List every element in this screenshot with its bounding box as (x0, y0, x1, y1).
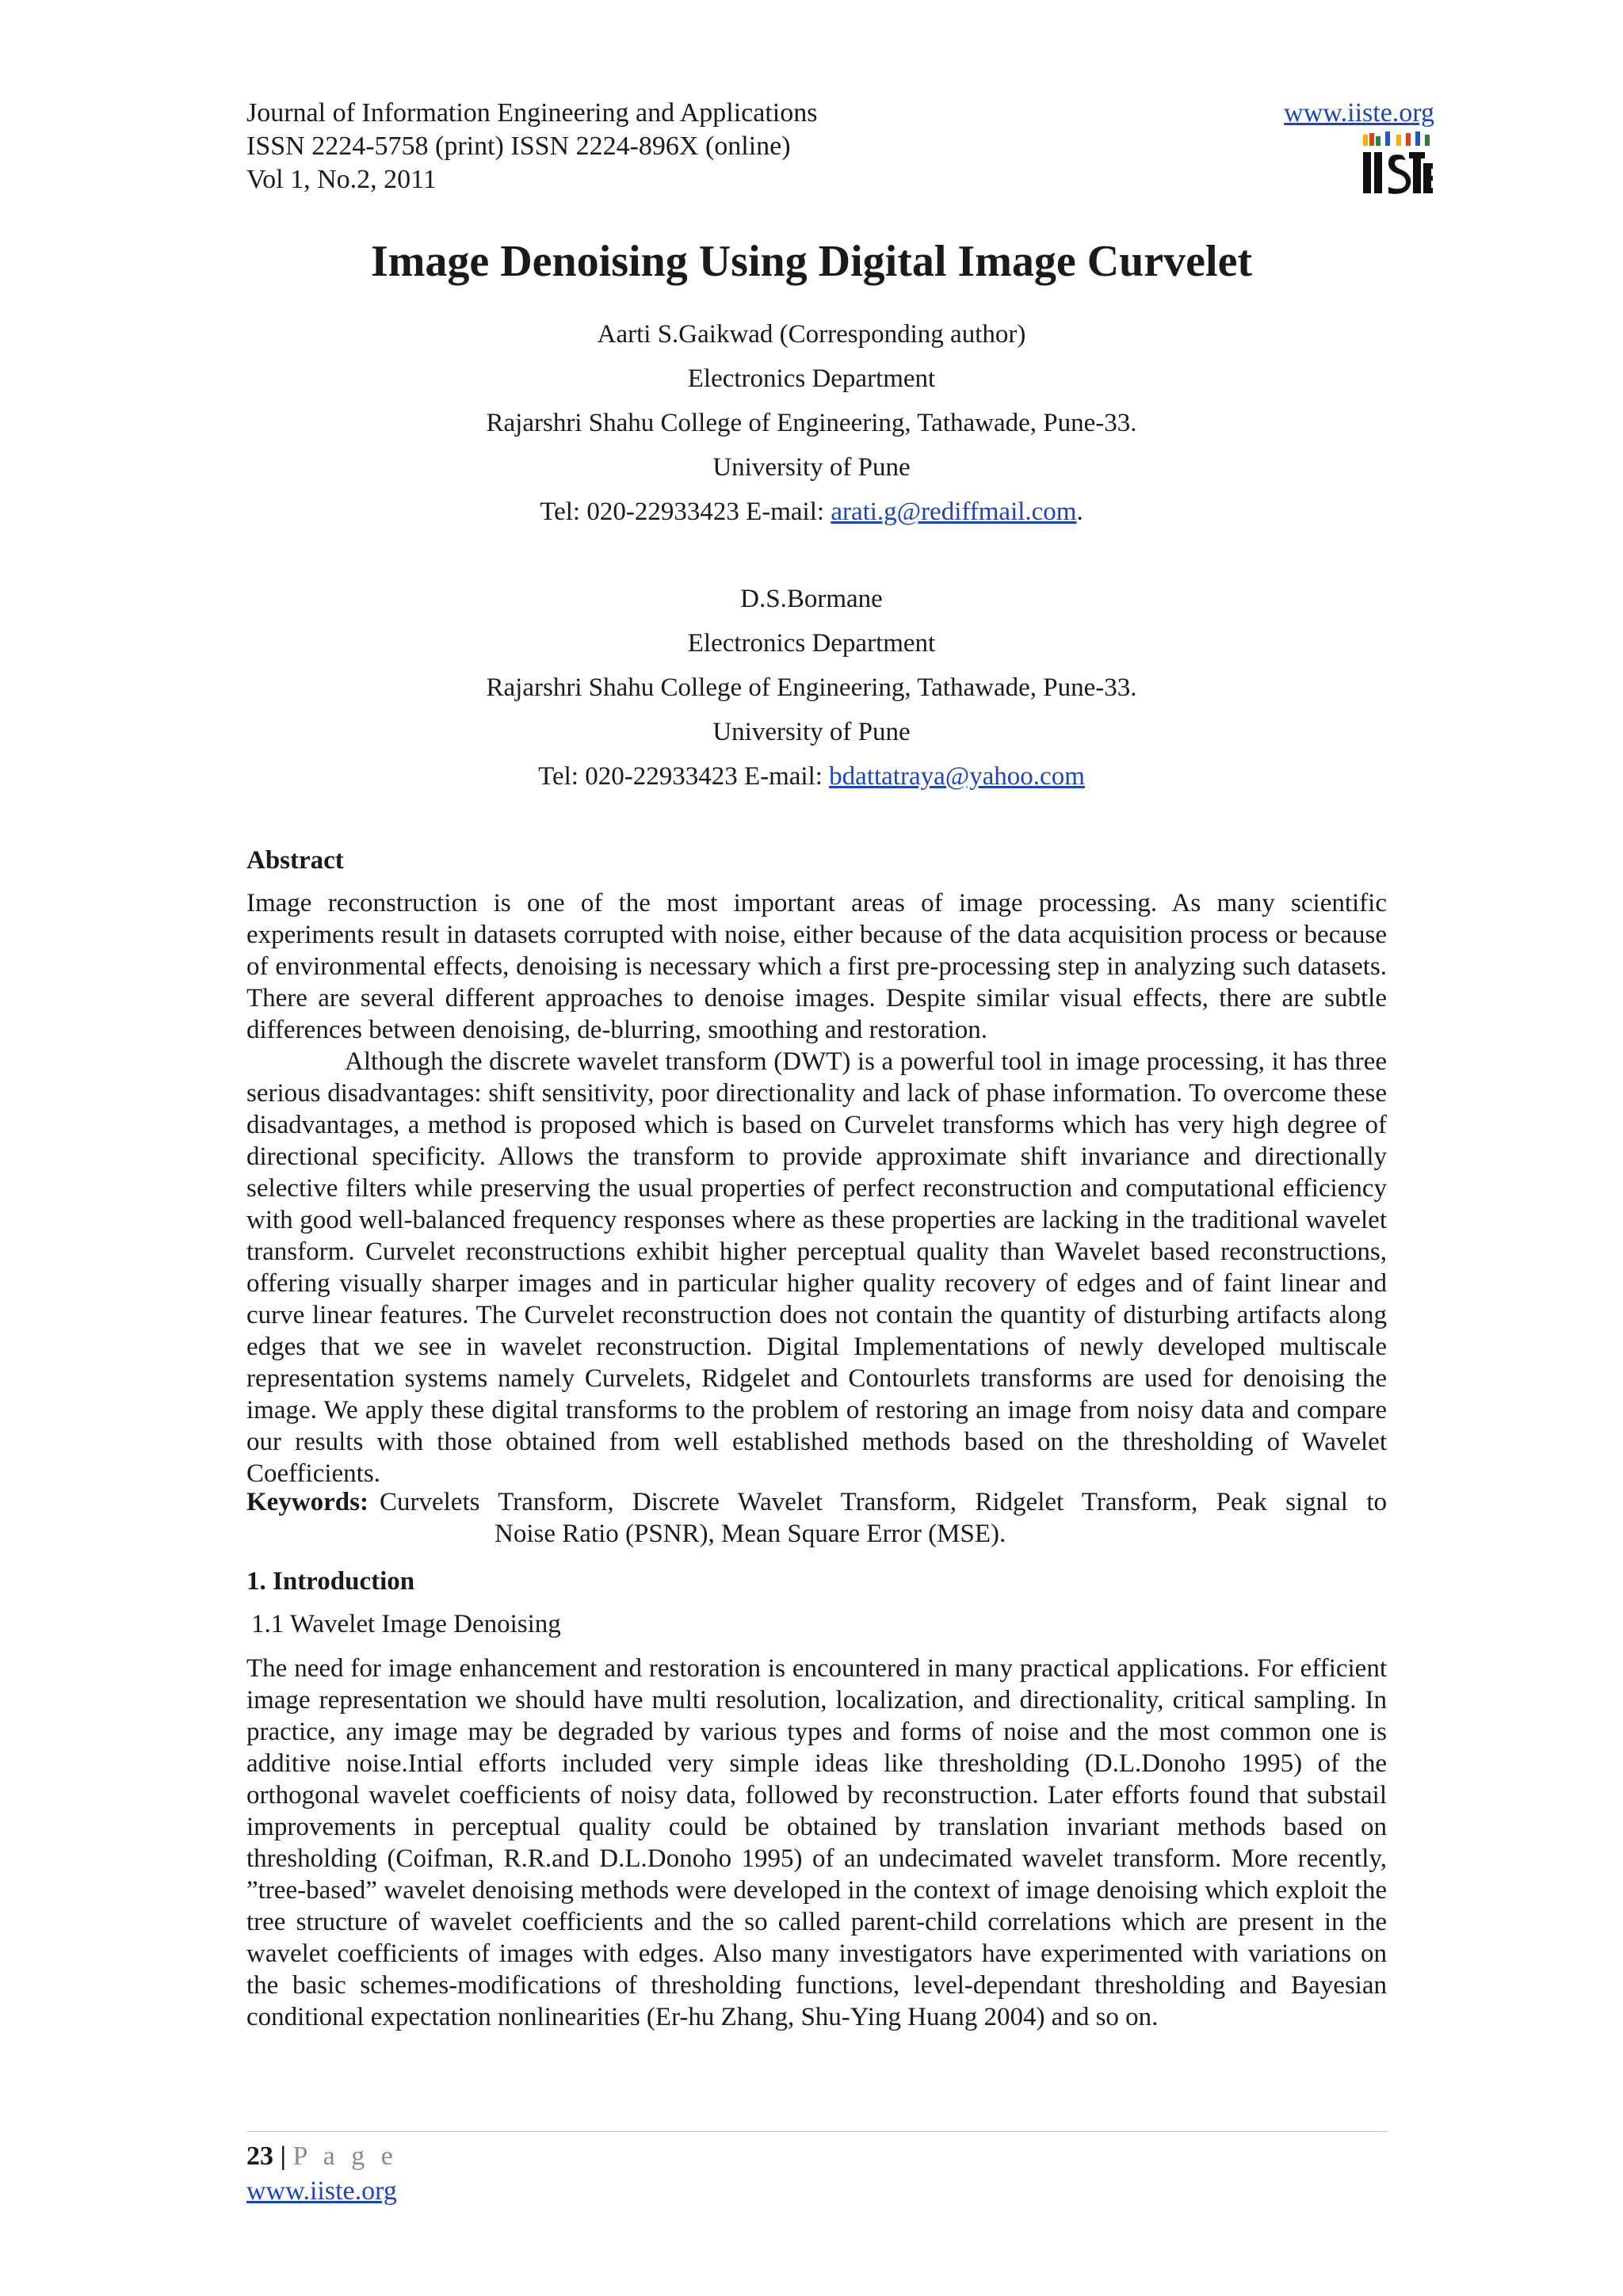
paper-title: Image Denoising Using Digital Image Curvelet (370, 237, 1253, 286)
author-college: Rajarshri Shahu College of Engineering, Tathawade, Pune-33. (486, 673, 1137, 702)
introduction-paragraph: The need for image enhancement and restoration is encountered in many practical applications. For efficient image representation we should have multi resolution, localization, and directionality, critical sampling. In practice, any image may be degraded by various types and forms of noise and the most common one is additive noise.Intial efforts included very simple ideas like thresholding (D.L.Donoho 1995) of the orthogonal wavelet coefficients of noisy data, followed by reconstruction. Later efforts found that substail improvements in perceptual quality could be obtained by translation invariant methods based on thresholding (Coifman, R.R.and D.L.Donoho 1995) of an undecimated wavelet transform. More recently, ”tree-based” wavelet denoising methods were developed in the context of image denoising which exploit the tree structure of wavelet coefficients and the so called parent-child correlations which are present in the wavelet coefficients of images with edges. Also many investigators have experimented with variations on the basic schemes-modifications of thresholding functions, level-dependant thresholding and Bayesian conditional expectation nonlinearities (Er-hu Zhang, Shu-Ying Huang 2004) and so on. (246, 1654, 1387, 2031)
abstract-paragraph-2: Although the discrete wavelet transform (DWT) is a powerful tool in image processing, it has three serious disadvantages: shift sensitivity, poor directionality and lack of phase information. To overcome these disadvantages, a method is proposed which is based on Curvelet transforms which has very high degree of directional specificity. Allows the transform to provide approximate shift invariance and directionally selective filters while preserving the usual properties of perfect reconstruction and computational efficiency with good well-balanced frequency responses where as these properties are lacking in the traditional wavelet transform. Curvelet reconstructions exhibit higher perceptual quality than Wavelet based reconstructions, offering visually sharper images and in particular higher quality recovery of edges and of faint linear and curve linear features. The Curvelet reconstruction does not contain the quantity of disturbing artifacts along edges that we see in wavelet reconstruction. Digital Implementations of newly developed multiscale representation systems namely Curvelets, Ridgelet and Contourlets transforms are used for denoising the image. We apply these digital transforms to the problem of restoring an image from noisy data and compare our results with those obtained from well established methods based on the thresholding of Wavelet Coefficients. (246, 1047, 1387, 1488)
author-block-2 (0, 577, 1623, 799)
author-university: University of Pune (712, 453, 911, 482)
volume-line: Vol 1, No.2, 2011 (246, 165, 437, 194)
page-number-line: 23 | P a g e (246, 2142, 398, 2171)
section-heading: 1. Introduction (246, 1567, 415, 1596)
author-dept: Electronics Department (687, 364, 936, 393)
journal-url-link[interactable]: www.iiste.org (1284, 98, 1434, 128)
author-name: D.S.Bormane (740, 585, 883, 613)
keywords-label: Keywords: (246, 1488, 369, 1516)
issn-line: ISSN 2224-5758 (print) ISSN 2224-896X (online) (246, 132, 791, 161)
running-header (246, 97, 817, 196)
footer-url-link[interactable]: www.iiste.org (246, 2176, 397, 2206)
author-dept: Electronics Department (687, 629, 936, 658)
journal-name: Journal of Information Engineering and Applications (246, 98, 818, 128)
author-contact: Tel: 020-22933423 E-mail: bdattatraya@yahoo.com (538, 762, 1085, 791)
page-number: 23 (246, 2142, 273, 2171)
author-name: Aarti S.Gaikwad (Corresponding author) (597, 320, 1026, 349)
keywords-line-2: Noise Ratio (PSNR), Mean Square Error (MSE). (495, 1520, 1006, 1548)
subsection-heading: 1.1 Wavelet Image Denoising (251, 1610, 561, 1638)
footer-divider (246, 2131, 1387, 2132)
page-word: P a g e (292, 2142, 398, 2171)
keywords-line-1: Curvelets Transform, Discrete Wavelet Transform, Ridgelet Transform, Peak signal to (379, 1488, 1387, 1516)
iiste-logo (1361, 132, 1433, 195)
author-college: Rajarshri Shahu College of Engineering, Tathawade, Pune-33. (486, 409, 1137, 437)
author-email-link[interactable]: bdattatraya@yahoo.com (829, 762, 1085, 791)
author-university: University of Pune (712, 718, 911, 746)
author-email-link[interactable]: arati.g@rediffmail.com (831, 498, 1077, 526)
abstract-body (246, 887, 1387, 1489)
keywords (246, 1486, 1387, 1550)
page-footer (246, 2139, 398, 2209)
author-block-1 (0, 312, 1623, 534)
abstract-paragraph-1: Image reconstruction is one of the most important areas of image processing. As many scientific experiments result in datasets corrupted with noise, either because of the data acquisition process or because of environmental effects, denoising is necessary which a first pre-processing step in analyzing such datasets. There are several different approaches to denoise images. Despite similar visual effects, there are subtle differences between denoising, de-blurring, smoothing and restoration. (246, 889, 1387, 1044)
author-contact: Tel: 020-22933423 E-mail: arati.g@rediffmail.com. (540, 498, 1083, 526)
abstract-heading: Abstract (246, 846, 344, 875)
